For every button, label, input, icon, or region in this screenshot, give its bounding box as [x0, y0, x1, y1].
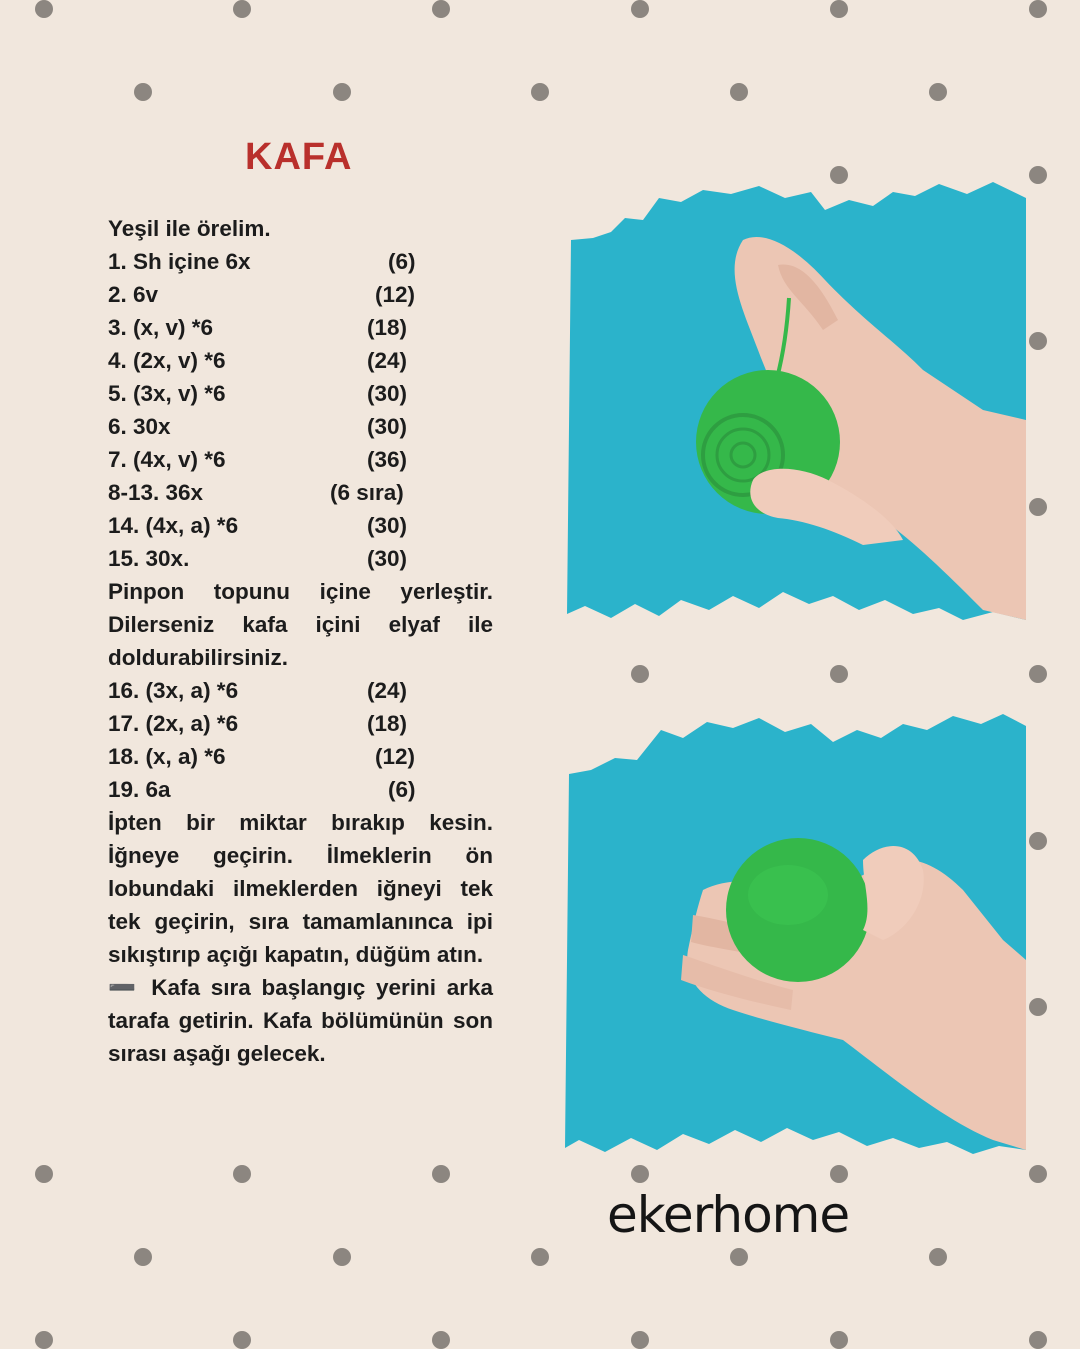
pattern-instructions [108, 212, 493, 1070]
round-stitches: 15. 30x. [108, 546, 190, 571]
polka-dot [631, 1331, 649, 1349]
round-stitch-count: (6 sıra) [330, 480, 404, 505]
round-row [108, 707, 493, 740]
round-row [108, 773, 493, 806]
rounds-list-2 [108, 674, 493, 806]
page-title: KAFA [245, 136, 353, 178]
round-stitch-count: (6) [388, 249, 416, 274]
round-stitch-count: (30) [367, 414, 408, 439]
polka-dot [35, 1331, 53, 1349]
polka-dot [1029, 166, 1047, 184]
round-stitches: 7. (4x, v) *6 [108, 447, 226, 472]
round-stitch-count: (30) [367, 381, 408, 406]
polka-dot [333, 1248, 351, 1266]
intro-text: Yeşil ile örelim. [108, 216, 271, 241]
polka-dot [1029, 1331, 1047, 1349]
round-stitch-count: (30) [367, 546, 408, 571]
round-row [108, 278, 493, 311]
polka-dot [631, 0, 649, 18]
polka-dot [1029, 332, 1047, 350]
round-row [108, 674, 493, 707]
round-stitch-count: (24) [367, 348, 408, 373]
polka-dot [333, 83, 351, 101]
polka-dot [531, 1248, 549, 1266]
round-row [108, 509, 493, 542]
polka-dot [1029, 665, 1047, 683]
round-stitch-count: (18) [367, 711, 408, 736]
round-stitches: 4. (2x, v) *6 [108, 348, 226, 373]
polka-dot [1029, 498, 1047, 516]
round-stitch-count: (6) [388, 777, 416, 802]
round-stitches: 19. 6a [108, 777, 171, 802]
round-row [108, 542, 493, 575]
round-row [108, 443, 493, 476]
polka-dot [134, 83, 152, 101]
round-stitch-count: (30) [367, 513, 408, 538]
round-stitches: 8-13. 36x [108, 480, 204, 505]
round-stitches: 2. 6v [108, 282, 159, 307]
round-stitches: 17. (2x, a) *6 [108, 711, 239, 736]
round-row [108, 377, 493, 410]
round-stitches: 16. (3x, a) *6 [108, 678, 239, 703]
intro-line [108, 212, 493, 245]
round-row [108, 344, 493, 377]
polka-dot [929, 83, 947, 101]
round-stitch-count: (36) [367, 447, 408, 472]
round-row [108, 311, 493, 344]
rounds-list-1 [108, 245, 493, 575]
polka-dot [730, 83, 748, 101]
polka-dot [1029, 998, 1047, 1016]
polka-dot [1029, 1165, 1047, 1183]
polka-dot [233, 0, 251, 18]
hand-holding-ball-photo [563, 180, 1030, 640]
polka-dot [233, 1165, 251, 1183]
polka-dot [531, 83, 549, 101]
polka-dot [432, 1331, 450, 1349]
round-stitch-count: (12) [375, 282, 416, 307]
polka-dot [830, 665, 848, 683]
round-stitch-count: (18) [367, 315, 408, 340]
round-stitches: 5. (3x, v) *6 [108, 381, 226, 406]
polka-dot [35, 1165, 53, 1183]
polka-dot [830, 0, 848, 18]
round-stitches: 6. 30x [108, 414, 171, 439]
round-stitches: 14. (4x, a) *6 [108, 513, 239, 538]
polka-dot [631, 665, 649, 683]
polka-dot [233, 1331, 251, 1349]
stuffing-note: Pinpon topunu içine yerleştir. Dilerseniz kafa içini elyaf ile doldurabilirsiniz. [108, 579, 493, 670]
orientation-note: ➖ Kafa sıra başlangıç yerini arka tarafa getirin. Kafa bölümünün son sırası aşağı gelecek. [108, 975, 493, 1066]
round-stitches: 3. (x, v) *6 [108, 315, 214, 340]
polka-dot [1029, 832, 1047, 850]
polka-dot [35, 0, 53, 18]
round-stitches: 1. Sh içine 6x [108, 249, 251, 274]
closing-note: İpten bir miktar bırakıp kesin. İğneye geçirin. İlmeklerin ön lobundaki ilmeklerden iğneyi tek tek geçirin, sıra tamamlanınca ipi sıkıştırıp açığı kapatın, düğüm atın. [108, 810, 493, 967]
round-row [108, 740, 493, 773]
polka-dot [830, 1331, 848, 1349]
round-stitch-count: (12) [375, 744, 416, 769]
polka-dot [1029, 0, 1047, 18]
brand-logo: ekerhome [607, 1186, 850, 1244]
round-stitches: 18. (x, a) *6 [108, 744, 226, 769]
round-row [108, 476, 493, 509]
polka-dot [929, 1248, 947, 1266]
polka-dot [730, 1248, 748, 1266]
round-row [108, 410, 493, 443]
round-stitch-count: (24) [367, 678, 408, 703]
round-row [108, 245, 493, 278]
polka-dot [432, 0, 450, 18]
palm-with-ball-photo [563, 710, 1030, 1170]
polka-dot [134, 1248, 152, 1266]
polka-dot [432, 1165, 450, 1183]
